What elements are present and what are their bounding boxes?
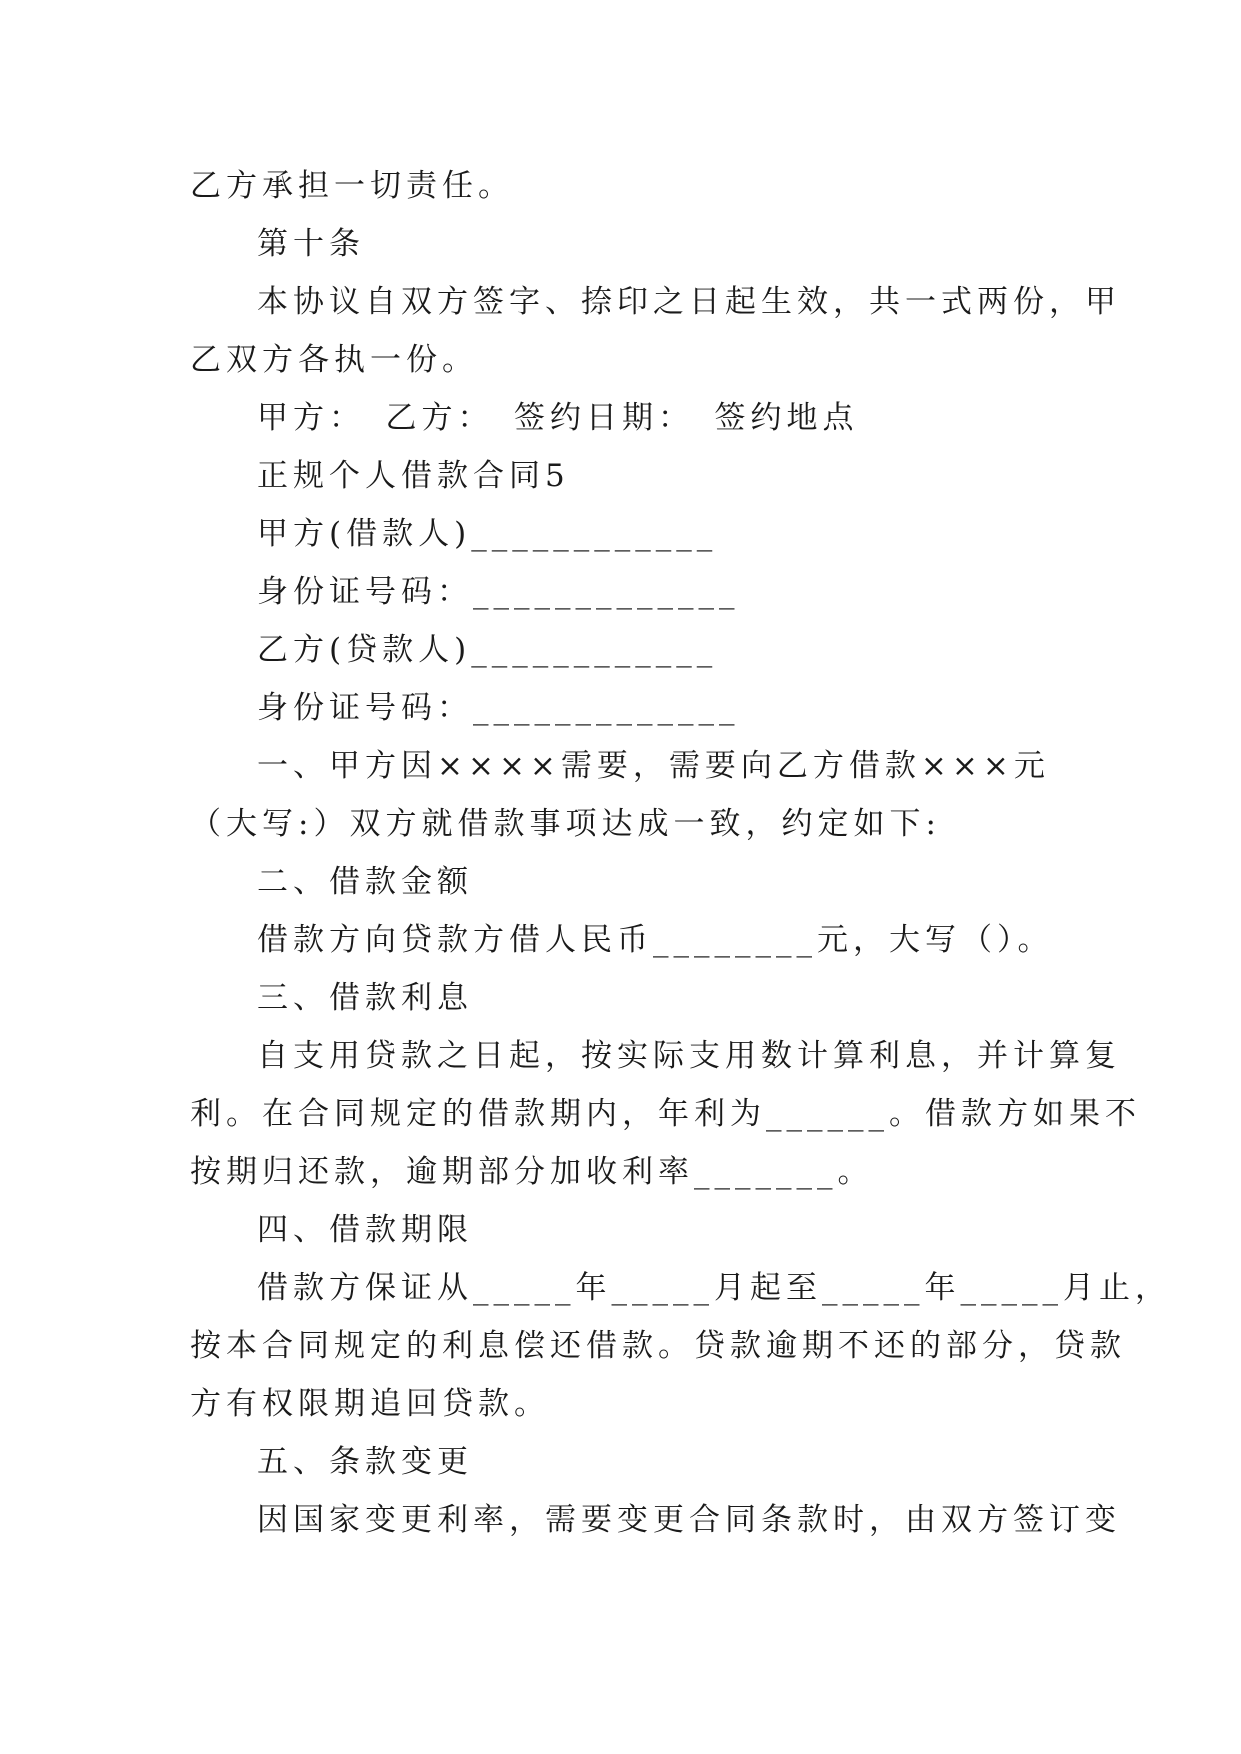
section-heading: 四、借款期限 xyxy=(257,1212,473,1248)
text-line: 因国家变更利率，需要变更合同条款时，由双方签订变 xyxy=(257,1502,1121,1538)
contract-title: 正规个人借款合同5 xyxy=(257,458,570,494)
text-line: 一、甲方因××××需要，需要向乙方借款×××元 xyxy=(257,748,1050,784)
text-line: 按本合同规定的利息偿还借款。贷款逾期不还的部分，贷款 xyxy=(190,1328,1126,1364)
text-line: （大写:）双方就借款事项达成一致，约定如下: xyxy=(190,806,941,842)
id-number-field: 身份证号码：_____________ xyxy=(257,690,740,726)
section-heading: 二、借款金额 xyxy=(257,864,473,900)
text-line: 按期归还款，逾期部分加收利率_______。 xyxy=(190,1154,874,1190)
party-b-field: 乙方(贷款人)____________ xyxy=(257,632,718,668)
text-line: 乙方承担一切责任。 xyxy=(190,168,514,204)
text-line: 借款方向贷款方借人民币________元，大写（）。 xyxy=(257,922,1054,958)
section-heading: 三、借款利息 xyxy=(257,980,473,1016)
text-line: 乙双方各执一份。 xyxy=(190,342,478,378)
article-heading: 第十条 xyxy=(257,226,365,262)
text-line: 自支用贷款之日起，按实际支用数计算利息，并计算复 xyxy=(257,1038,1121,1074)
text-line: 利。在合同规定的借款期内，年利为______。借款方如果不 xyxy=(190,1096,1141,1132)
text-line: 本协议自双方签字、捺印之日起生效，共一式两份，甲 xyxy=(257,284,1121,320)
id-number-field: 身份证号码：_____________ xyxy=(257,574,740,610)
signature-line: 甲方： 乙方： 签约日期： 签约地点 xyxy=(257,400,859,436)
text-line: 方有权限期追回贷款。 xyxy=(190,1386,550,1422)
text-line: 借款方保证从_____年_____月起至_____年_____月止， xyxy=(257,1270,1171,1306)
section-heading: 五、条款变更 xyxy=(257,1444,473,1480)
party-a-field: 甲方(借款人)____________ xyxy=(257,516,718,552)
